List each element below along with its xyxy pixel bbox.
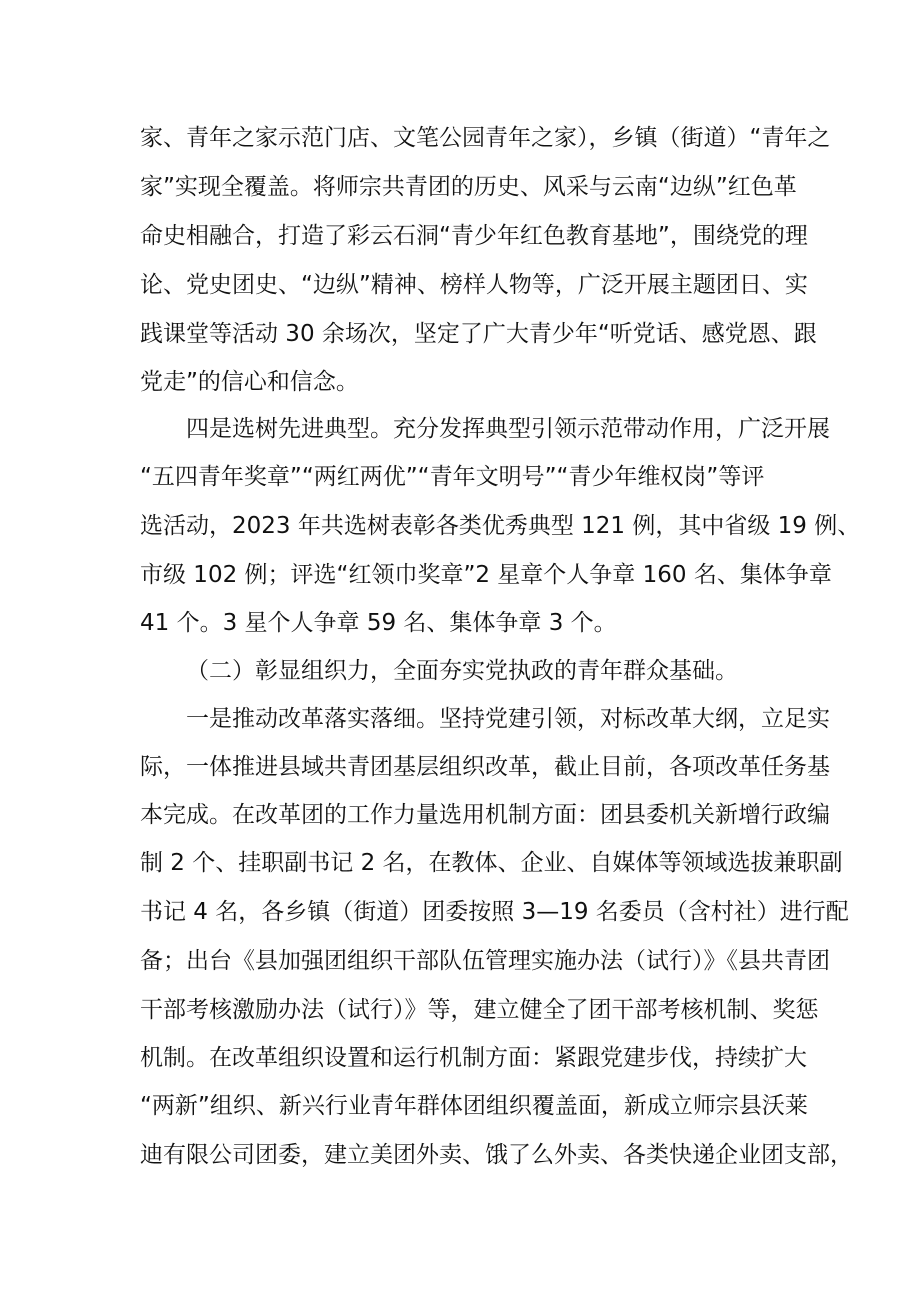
text-line: “五四青年奖章”“两红两优”“青年文明号”“青少年维权岗”等评 <box>140 464 765 490</box>
text-line: 家”实现全覆盖。将师宗共青团的历史、风采与云南“边纵”红色革 <box>140 174 797 200</box>
text-line: 41 个。3 星个人争章 59 名、集体争章 3 个。 <box>140 610 617 636</box>
text-line: 本完成。在改革团的工作力量选用机制方面：团县委机关新增行政编 <box>140 802 830 828</box>
section-heading: （二）彰显组织力，全面夯实党执政的青年群众基础。 <box>186 658 738 684</box>
text-line: 党走”的信心和信念。 <box>140 369 359 395</box>
text-line: 选活动，2023 年共选树表彰各类优秀典型 121 例，其中省级 19 例、 <box>140 513 861 539</box>
text-line: 家、青年之家示范门店、文笔公园青年之家），乡镇（街道）“青年之 <box>140 125 831 151</box>
text-line: 制 2 个、挂职副书记 2 名，在教体、企业、自媒体等领域选拔兼职副 <box>140 850 843 876</box>
paragraph-heading: 四是选树先进典型。充分发挥典型引领示范带动作用，广泛开展 <box>186 416 830 442</box>
text-line: 市级 102 例；评选“红领巾奖章”2 星章个人争章 160 名、集体争章 <box>140 562 832 588</box>
text-line: 干部考核激励办法（试行）》等，建立健全了团干部考核机制、奖惩 <box>140 997 819 1023</box>
text-line: 际，一体推进县域共青团基层组织改革，截止目前，各项改革任务基 <box>140 754 830 780</box>
paragraph-heading: 一是推动改革落实落细。坚持党建引领，对标改革大纲，立足实 <box>186 706 830 732</box>
text-line: 书记 4 名，各乡镇（街道）团委按照 3—19 名委员（含村社）进行配 <box>140 899 849 925</box>
text-line: 践课堂等活动 30 余场次，坚定了广大青少年“听党话、感党恩、跟 <box>140 321 817 347</box>
text-line: 命史相融合，打造了彩云石洞“青少年红色教育基地”，围绕党的理 <box>140 223 808 249</box>
text-line: 备；出台《县加强团组织干部队伍管理实施办法（试行）》《县共青团 <box>140 948 830 974</box>
text-line: 迪有限公司团委，建立美团外卖、饿了么外卖、各类快递企业团支部， <box>140 1142 853 1168</box>
text-line: 机制。在改革组织设置和运行机制方面：紧跟党建步伐，持续扩大 <box>140 1045 807 1071</box>
text-line: 论、党史团史、“边纵”精神、榜样人物等，广泛开展主题团日、实 <box>140 272 808 298</box>
text-line: “两新”组织、新兴行业青年群体团组织覆盖面，新成立师宗县沃莱 <box>140 1093 808 1119</box>
